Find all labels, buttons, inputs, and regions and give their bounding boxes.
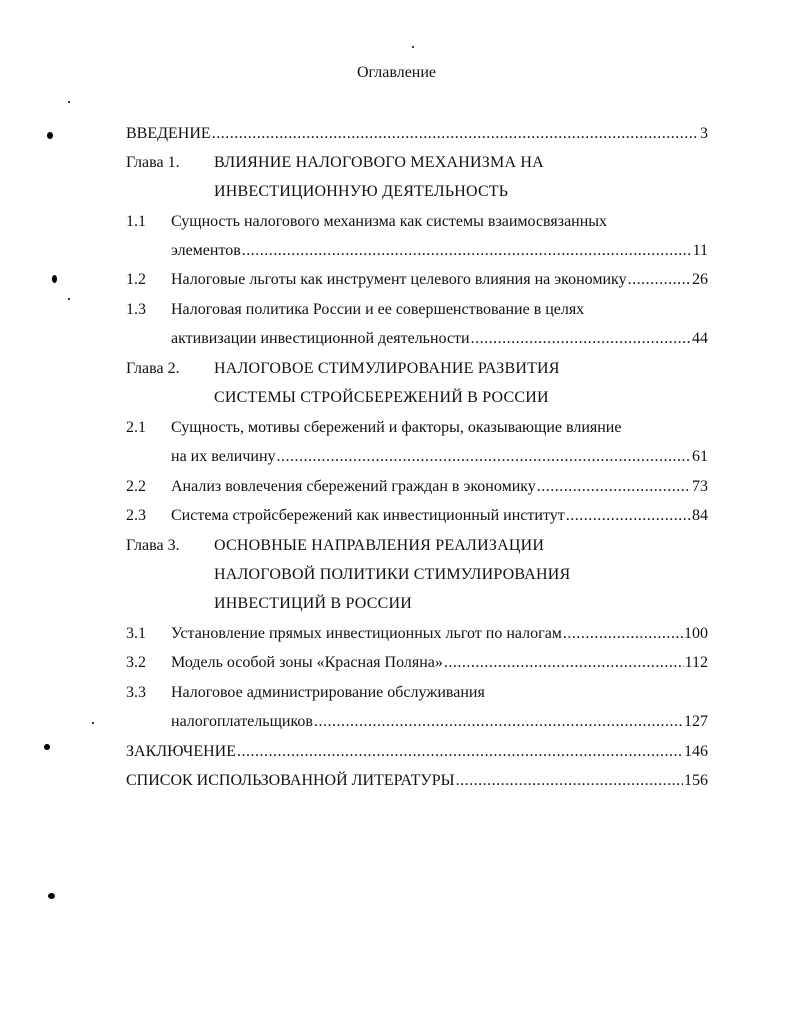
chapter-title: ВЛИЯНИЕ НАЛОГОВОГО МЕХАНИЗМА НА	[214, 154, 544, 171]
toc-chapter-3-line2	[126, 563, 793, 587]
chapter-title: ИНВЕСТИЦИЙ В РОССИИ	[214, 595, 412, 612]
dot-leader	[242, 239, 692, 263]
page-title: Оглавление	[356, 64, 437, 81]
chapter-title: ОСНОВНЫЕ НАПРАВЛЕНИЯ РЕАЛИЗАЦИИ	[214, 537, 545, 554]
section-number: 2.3	[126, 507, 146, 524]
page-number: 100	[684, 625, 708, 642]
toc-section-1-3[interactable]	[126, 298, 708, 322]
entry-text: Сущность, мотивы сбережений и факторы, оказывающие влияние	[171, 419, 622, 436]
section-number: 3.2	[126, 654, 146, 671]
section-number: 1.3	[126, 301, 146, 318]
section-number: 1.2	[126, 271, 146, 288]
toc-entry-intro[interactable]	[126, 122, 708, 146]
dot-leader	[212, 122, 699, 146]
page-number: 146	[684, 743, 708, 760]
page-number: 73	[692, 478, 708, 495]
section-number: 2.1	[126, 419, 146, 436]
page-number: 112	[684, 654, 708, 671]
section-number: 3.3	[126, 684, 146, 701]
chapter-title: НАЛОГОВОЙ ПОЛИТИКИ СТИМУЛИРОВАНИЯ	[214, 566, 571, 583]
dot-leader	[566, 504, 691, 528]
entry-text: Анализ вовлечения сбережений граждан в экономику	[171, 478, 536, 495]
section-number: 3.1	[126, 625, 146, 642]
toc-section-1-2[interactable]	[126, 268, 708, 292]
entry-text: налогоплательщиков	[171, 713, 313, 730]
entry-text: ВВЕДЕНИЕ	[126, 125, 211, 142]
entry-text: Установление прямых инвестиционных льгот по налогам	[171, 625, 562, 642]
scan-speck	[52, 275, 57, 283]
scan-speck	[44, 744, 50, 750]
dot-leader	[628, 268, 691, 292]
scan-speck	[92, 722, 94, 724]
page-number: 84	[692, 507, 708, 524]
scan-speck	[68, 298, 70, 300]
scan-speck	[68, 101, 70, 103]
toc-chapter-1-line2	[126, 180, 793, 204]
scan-speck	[48, 893, 55, 899]
dot-leader	[471, 327, 691, 351]
toc-section-2-2[interactable]	[126, 475, 708, 499]
toc-entry-bibliography[interactable]	[126, 769, 708, 793]
entry-text: на их величину	[171, 448, 276, 465]
entry-text: Налоговое администрирование обслуживания	[171, 684, 485, 701]
toc-entry-conclusion[interactable]	[126, 740, 708, 764]
dot-leader	[314, 710, 683, 734]
dot-leader	[277, 445, 691, 469]
page-number: 156	[684, 772, 708, 789]
entry-text: активизации инвестиционной деятельности	[171, 330, 470, 347]
toc-chapter-1[interactable]	[126, 151, 708, 175]
page-number: 127	[684, 713, 708, 730]
scan-speck	[412, 46, 414, 48]
dot-leader	[537, 475, 691, 499]
entry-text: Налоговые льготы как инструмент целевого влияния на экономику	[171, 271, 627, 288]
toc-section-3-3-line2[interactable]	[126, 710, 708, 734]
page-number: 44	[692, 330, 708, 347]
toc-section-1-3-line2[interactable]	[126, 327, 708, 351]
entry-text: СПИСОК ИСПОЛЬЗОВАННОЙ ЛИТЕРАТУРЫ	[126, 772, 455, 789]
entry-text: Модель особой зоны «Красная Поляна»	[171, 654, 443, 671]
section-number: 1.1	[126, 213, 146, 230]
toc-chapter-2[interactable]	[126, 357, 708, 381]
dot-leader	[456, 769, 683, 793]
chapter-label: Глава 3.	[126, 537, 180, 554]
toc-section-1-1-line2[interactable]	[126, 239, 708, 263]
chapter-title: ИНВЕСТИЦИОННУЮ ДЕЯТЕЛЬНОСТЬ	[214, 183, 509, 200]
entry-text: ЗАКЛЮЧЕНИЕ	[126, 743, 236, 760]
toc-section-1-1[interactable]	[126, 210, 708, 234]
chapter-label: Глава 2.	[126, 360, 180, 377]
page-number: 3	[700, 125, 708, 142]
chapter-title: СИСТЕМЫ СТРОЙСБЕРЕЖЕНИЙ В РОССИИ	[214, 389, 549, 406]
entry-text: Система стройсбережений как инвестиционный институт	[171, 507, 565, 524]
toc-section-2-1[interactable]	[126, 416, 708, 440]
page-number: 61	[692, 448, 708, 465]
toc-section-3-1[interactable]	[126, 622, 708, 646]
toc-section-2-1-line2[interactable]	[126, 445, 708, 469]
toc-chapter-2-line2	[126, 386, 793, 410]
dot-leader	[563, 622, 683, 646]
page-number: 11	[692, 242, 708, 259]
entry-text: Налоговая политика России и ее совершенствование в целях	[171, 301, 585, 318]
chapter-title: НАЛОГОВОЕ СТИМУЛИРОВАНИЕ РАЗВИТИЯ	[214, 360, 560, 377]
toc-section-3-3[interactable]	[126, 681, 708, 705]
section-number: 2.2	[126, 478, 146, 495]
chapter-label: Глава 1.	[126, 154, 180, 171]
toc-section-2-3[interactable]	[126, 504, 708, 528]
toc-section-3-2[interactable]	[126, 651, 708, 675]
toc-chapter-3-line3	[126, 592, 793, 616]
page-number: 26	[692, 271, 708, 288]
toc-chapter-3[interactable]	[126, 534, 708, 558]
entry-text: Сущность налогового механизма как системы взаимосвязанных	[171, 213, 608, 230]
dot-leader	[444, 651, 684, 675]
scan-speck	[47, 132, 53, 139]
entry-text: элементов	[171, 242, 241, 259]
dot-leader	[237, 740, 683, 764]
